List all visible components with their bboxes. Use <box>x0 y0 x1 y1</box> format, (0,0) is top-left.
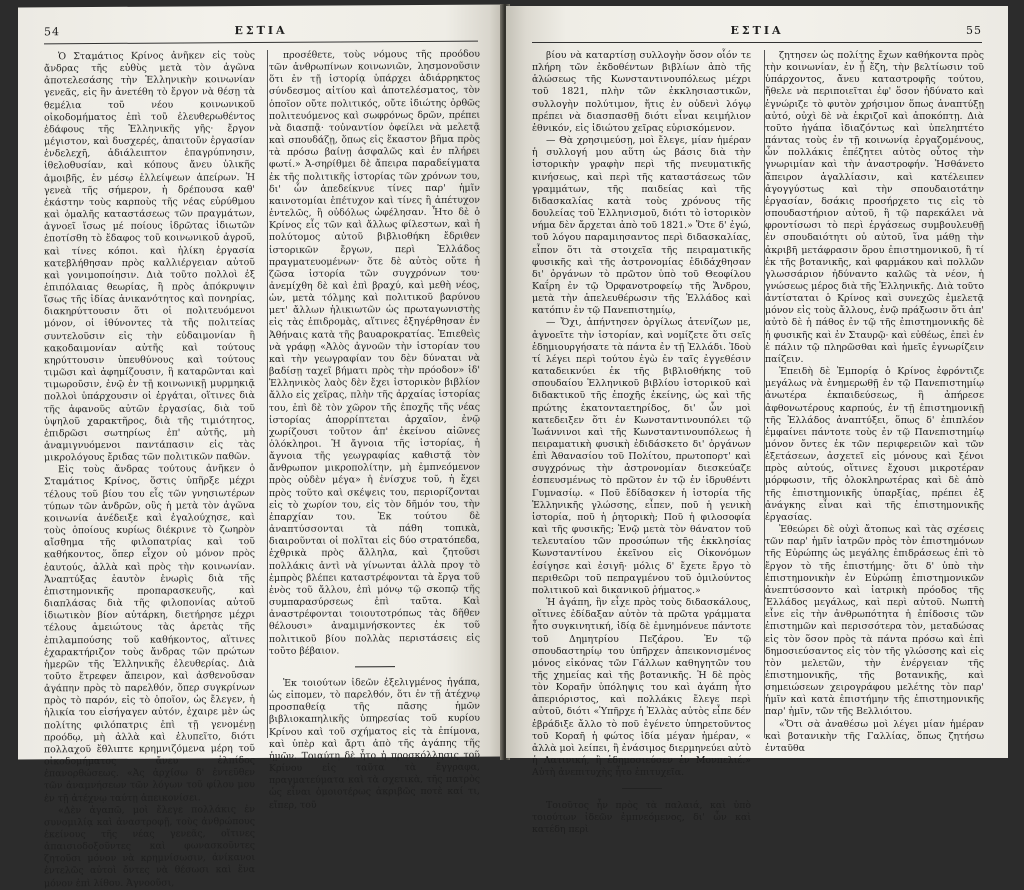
paragraph: Ἡ ἀγάπη, ἣν εἶχε πρὸς τοὺς διδασκάλους, οἵτινες ἐδίδαξαν αὐτὸν τὰ πρῶτα γράμματα ἦτο συγκινητική, ἰδίᾳ δὲ ἐμνημόνευε πάντοτε τοῦ Δημητρίου Πεζάρου. Ἐν τῷ σπουδαστηρίῳ του ὑπῆρχεν ἀπεικονισμένος μόνος εἰκόνας τῶν Γάλλων καθηγητῶν του τῆς χημείας καὶ τῆς βοτανικῆς. Ἡ δὲ πρὸς τὸν Κοραῆν ὑπόληψις του καὶ ἀγάπη ἦτο ἀπεριόριστος, καὶ πολλάκις ἔλεγε περὶ αὐτοῦ, διότι «Ὑπῆρχε ἡ Ἑλλὰς αὐτὸς εἶπε δέν ἐβράδιξε ἄλλο τὸ ποῦ ἐγένετο ὑπηρετοῦντος τοῦ Κοραῆ ἡ φώτος ἰδία μέγαν ἡμέραν, « ἀλλὰ μοὶ λείπει, ἢ ἐνάσιμος διερμηνεύει αὐτὸ ἡ Λατινική, ἢ ἐδημοσιεύσεν ἐν Μονπελιέ.» Αὐτὴ ἀνεπιτυχὴς ἦτο ἐπιτυχεῖα. <box>532 597 751 779</box>
right-page <box>506 6 1008 835</box>
left-page <box>18 5 504 889</box>
right-column-2 <box>765 50 984 754</box>
paragraph: Ἐκ τοιούτων ἰδεῶν ἐξελιγμένος ἠγάπα, ὡς εἰπομεν, τὸ παρελθόν, ὅτι ἐν τῇ ἀτέχνῳ προσπαθείᾳ τῆς πᾶσης ἡμῶν βιβλιοκαπηλικῆς ὑπηρεσίας τοῦ κυρίου Κρίνου καὶ τοῦ σχήματος εἰς τὰ ἐπίμονα, καὶ ὑπὲρ καὶ ἄρτι ἀπὸ τῆς ἀγάπης τῆς ἡμῶν. Τοιαύτη δὲ ἦτο ἡ προσκόλλησις τοῦ Κρίνου εἰς ταῦτα τὰ ἔγγραφα, πραγματεύματα καὶ τὰ σχετικὰ, τῆς πατρὸς ὡς εἶναι ὁμοιοτέρως ἀκριβῶς ποτὲ καί τι, εἴπερ, τοῦ <box>269 676 480 811</box>
section-separator <box>269 660 480 673</box>
paragraph: Ὁ Σταμάτιος Κρίνος ἀνῆκεν εἰς τοὺς ἄνδρας τῆς εὐθὺς μετὰ τὸν ἀγῶνα ἀποτελεσάσης τὴν Ἑλληνικὴν κοινωνίαν γενεᾶς, εἰς ἣν ἀνετέθη τὸ ἔργον νὰ θέσῃ τὰ θεμέλια τοῦ νέου κοινωνικοῦ οἰκοδομήματος ἐπὶ τοῦ ἐλευθερωθέντος ἐδάφους τῆς Ἑλληνικῆς γῆς· ἔργον μέγιστον, καὶ δυσχερές, ἀπαιτοῦν ἐργασίαν ἐνδελεχῆ, ἀδιάλειπτον ἐπαγρύπνησιν, ἰθελοθυσίαν, καὶ κόπους ἄνευ ὑλικῆς ἀμοιβῆς, ἐν μέσῳ ἐλλείψεων ἀπείρων. Ἡ γενεὰ τῆς σήμερον, ἡ δρέπουσα καθ' ἑκάστην τοὺς καρποὺς τῆς νέας εὐρύθμου καὶ ὁμαλῆς καταστάσεως τῶν πραγμάτων, ἀγνοεῖ ἴσως μέ ποίους ἱδρῶτας ἰδιωτῶν ἐποτίσθη τὸ ἔδαφος τοῦ κοινωνικοῦ ἀγροῦ, καὶ τίνες κόποι. καὶ ἡλίκη ἐργασία κατεβλήθησαν πρὸς καλλιέργειαν αὐτοῦ καὶ γονιμοποίησιν. Διὰ τοῦτο πολλοὶ ἐξ ἐπιπόλαιας θεωρίας, ἢ πρὸς ἀπόκρυψιν ἴσως τῆς ἰδίας ἀνικανότητος καὶ πονηρίας, διακηρύττουσιν ὅτι οἱ πολιτευόμενοι μόνον, οἱ ἰθύνοντες τὰ τῆς πολιτείας συντελοῦσιν εἰς τὴν εὐδαιμονίαν ἢ κακοδαιμονίαν αὐτῆς καὶ τούτους κηρύττουσιν ὑπευθύνους καὶ τούτους τιμῶσι καὶ ἀφημίζουσιν, ἢ καταρῶνται καὶ τιμωροῦσιν, ἐνῷ ἐν τῇ κοινωνικῇ μυρμηκιᾷ πολλοὶ ὑπάρχουσιν οἱ ἐργάται, οἵτινες διὰ τῆς ἀφανοῦς αὐτῶν ἐργασίας, διὰ τοῦ ὑψηλοῦ χαρακτῆρος, διὰ τῆς τιμιότητος, ἐπιδρῶσι σωτηρίως ἐπ' αὐτῆς, μὴ ἀναμιγνυόμενοι παντάπασιν εἰς τὰς μικρολόγους ἔριδας τῶν πολιτικῶν παθῶν. <box>44 50 255 464</box>
right-column-1 <box>532 50 751 835</box>
section-separator <box>532 783 751 795</box>
page-number: 54 <box>44 25 60 39</box>
paragraph: — Θὰ χρησιμεύσῃ, μοὶ ἔλεγε, μίαν ἡμέραν ἡ συλλογή μου αὕτη ὡς βάσις διὰ τὴν ἱστορικὴν γραφὴν περὶ τῆς πνευματικῆς κινήσεως, καὶ περὶ τῆς καταστάσεως τῶν γραμμάτων, τῆς παιδείας καὶ τῆς διδασκαλίας κατὰ τοὺς χρόνους τῆς δουλείας τοῦ Ἑλληνισμοῦ, διότι τὸ ἱστορικὸν νήμα δὲν ἄρχεται ἀπὸ τοῦ 1821.» Ὅτε δ' ἐγώ, τοῦ λόγου παραμιησαντος περὶ διδασκαλίας, εἶπον ὅτι τὰ στοιχεῖα τῆς πειραματικῆς φυσικῆς καὶ τῆς ἀστρονομίας ἐδιδάχθησαν δι' ὀργάνων τὸ πρῶτον ὑπὸ τοῦ Θεοφίλου Καΐρη ἐν τῷ Ὀρφανοτροφείῳ τῆς Ἄνδρου, μετὰ τὴν ἀπελευθέρωσιν τῆς Ἑλλάδος καὶ κατόπιν ἐν τῷ Πανεπιστημίῳ, <box>532 135 751 317</box>
paragraph: προσέθετε, τοὺς νόμους τῆς προόδου τῶν ἀνθρωπίνων κοινωνιῶν, λησμονοῦσιν ὅτι ἐν τῇ ἱστορίᾳ ὑπάρχει ἀδιάρρηκτος σύνδεσμος αἰτίου καὶ ἀποτελέσματος, τὸν ὁποῖον οὔτε πολιτικός, οὔτε ἰδιώτης ὀρθῶς πολιτευόμενος καὶ σωφρόνως δρῶν, πρέπει νὰ διασπᾷ· τοὐναντίον ὀφείλει νὰ μελετᾷ καὶ σπουδάζῃ, ὅπως εἰς ἕκαστον βῆμα πρὸς τὰ πρόσω βαίνῃ ἀσφαλῶς καὶ ἐν πλήρει φωτί.» Ἀ-σηρίθμει δὲ ἄπειρα παραδείγματα ἐκ τῆς πολιτικῆς ἱστορίας τῶν χρόνων του, δι' ὧν ἀπεδείκνυε τίνες παρ' ἡμῖν καινοτομίαι ἐπέτυχον καὶ τίνες ἢ ἀπέτυχον ἐντελῶς, ἢ οὐδόλως ὠφέλησαν. Ἦτο δὲ ὁ Κρίνος εἷς τῶν καὶ ἄλλως φίλεστων, καὶ ἡ πολύτομος αὐτοῦ βιβλιοθήκη ἔδριθεν ἱστορικῶν ἔργων, περὶ Ἑλλάδος πραγματευομένων· ὅτε δὲ αὐτὸς οὔτε ἡ ζῶσα ἱστορία τῶν συγχρόνων του· ἀνεμίχθη δὲ καὶ ἐπὶ βραχύ, καὶ μεθὴ νέος, ὡν, μετὰ τόλμης καὶ πολιτικοῦ βαρύνου μετ' ἄλλων ἡλικιωτῶν ὡς πρωταγωνιστὴς εἰς τὰς ἐπιδρομὰς, αἵτινες ἐξηγέρθησαν ἐν Ἀθήναις κατὰ τῆς βαυαροκρατίας. Ἐπιεθεὶς νὰ γράφῃ «Ἀλὸς ἀγνοῶν τὴν ἱστορίαν του καὶ τὴν γεωγραφίαν του δὲν δύναται νὰ βαδίσῃ ταχεῖ βήματι πρὸς τὴν πρόοδον» ἰδ' Ἑλληνικὸς λαὸς δὲν ἔχει ἱστορικὸν βιβλίον ἄλλο εἰς χεῖρας, πλὴν τῆς ἀρχαίας ἱστορίας του, ἐπὶ δὲ τὸν χῶρον τῆς ἐποχῆς τῆς νέας ἱστορίας ἀπορρίπτεται ἀρχαῖον, ἐνῷ χωρίζουσι τοῦτον ἀπ' ἐκείνου αἰῶνες ὁλόκληροι. Ἡ ἄγνοια τῆς ἱστορίας, ἡ ἄγνοια τῆς γεωγραφίας καθιστᾷ τὸν ἄνθρωπον μικροπολίτην, μὴ ἐμπνεόμενον πρὸς οὐδὲν μέγα» ἡ ἐνίσχυε τοῦ, ἡ ἔχει πρὸς τοῦτο καὶ σκέψεις του, περιορίζονται εἰς τὸ χωρίον του, εἰς τὸν δῆμόν του, τὴν ἐπαρχίαν του. Ἐκ τούτου δὲ ἀναπτύσσονται τὰ πάθη τοπικὰ, διαιροῦνται οἱ πολῖται εἰς δύο στρατόπεδα, ἐχθρικὰ πρὸς ἄλληλα, καὶ ζητοῦσι πολλάκις ἀντὶ νὰ γίνωνται ἀλλὰ προγ τὸ ἐμπρὸς βλέπει καταστρέφονται τὰ ἔργα τοῦ ἑνὸς τοῦ ἄλλου, ἐπὶ μόνῳ τῷ σκοπῷ τῆς συμπαρασύρσεως ἐπὶ ταῦτα. Καὶ ἀναστρέφονται τοιουτοτρόπως τὰς δῆθεν θέλουσι» ἀναμιμνήσκοντες ἐκ τοῦ πολιτικοῦ βίου πολλὰς περιστάσεις εἰς τοῦτο βέβαιον. <box>269 48 480 657</box>
running-title: ΕΣΤΙΑ <box>234 23 288 38</box>
right-page-header <box>532 24 982 42</box>
paragraph: ζητησεν ὡς πολίτης ἔχων καθήκοντα πρὸς τὴν κοινωνίαν, ἐν ᾗ ἔζη, τὴν βελτίωσιν τοῦ ὑπάρχοντος, ἄνευ καταστροφῆς τούτου, ἤθελε νὰ περιποιεῖται ἐφ' ὅσον ἠδύνατο καὶ ἐγνώριζε τὸ φυτὸν χρήσιμον ὅπως ἀναπτύξῃ αὐτό, οὐχὶ δὲ νὰ ἐκριζοῖ καὶ ἀποκόπτῃ. Διὰ τοῦτο ἠγάπα ἰδιαζόντως καὶ ὑπεληπτέτο πάντας τοὺς ἐν τῇ κοινωνίᾳ ἐργαζομένους, ὧν πολλάκις ἐπέζητει αὐτὸς οὗτος τὴν γνωριμίαν καὶ τὴν ἀναστροφήν. Ἠσθάνετο ἄπειρον ἀγαλλίασιν, καὶ κατέλειπεν ἀγογγύστως καὶ τὴν σπουδαιοτάτην ἐργασίαν, δσάκις προσήρχετο τις εἰς τὸ σπουδαστήριον αὐτοῦ, ἢ τῷ παρεκάλει νὰ φροντίσωσι τὸ περὶ ἐργάσεως συμβουλευθῇ ἐν σπουδαιότητι οὐ αὐτοῦ, ἵνα μάθῃ τὴν ἀκριβῆ μετάφρασιν ὅρου ἐπιστημονικοῦ, ἢ τί ἐκ τῆς βοτανικῆς, καὶ φαρμάκου καὶ πολλῶν γλωσσάριον ἠδύναντο καλῶς τὰ νέον, ἡ γνώσεως μέρος διὰ τῆς Ἑλληνικῆς. Διὰ τοῦτο ἀντίσταται ὁ Κρίνος καὶ συνεχῶς ἐμελετᾷ μόνον εἰς τοὺς ἄλλους, ἐνῷ πράξωσιν ὅτι ἀπ' αὐτὸ δὲ ἡ πάθος ἐν τῷ τῆς ἐπιστημονικῆς δὲ ἡ φυσικῆς καὶ ἐν Σταυρῷ· καὶ εὐθέως, ἐπεὶ ἑν ἐ πάλιν τῷ πληρῶσθαι καὶ ἡμεῖς ἐγνωρίζειν παίζειν. <box>765 50 984 365</box>
paragraph: Τοιοῦτος ἦν πρὸς τὰ παλαιά, καὶ ὑπὸ τοιούτων ἰδεῶν ἐμπνεόμενος, δι' ὧν καὶ κατέδη περὶ <box>532 799 751 835</box>
paragraph: Ἐπειδὴ δὲ Ἐμπορίᾳ ὁ Κρίνος ἐφρόντιζε μεγάλως νὰ ἐνημερωθῇ ἐν τῷ Πανεπιστημίῳ ἀνωτέρα ἐκπαιδεύσεως, ἣ ἀπήρεσε ἀφθονωτέρους καρπούς, ἐν τῇ ἐπιστημονικῇ τῆς Ἑλλάδος ἀναπτύξει, ὅπως δ' ἐπιπλέον ἐμφαίνει πάντοτε τοὺς ἐν τῷ Πανεπιστημίῳ μόνον ὄντες ἐκ τῶν περιφερειῶν καὶ τῶν ἐξετάσεων, ἀσχετεῖ εἰς μόνους καὶ ξένοι πρὸς αὐτούς, οἵτινες ἔχουσι μικροτέραν μόρφωσιν, τῆς ὁλοκληρωτέρας καὶ δὲ ἀπὸ τῆς ἐπιστημονικῆς ὑπαρξίας, πρέπει ἐξ ἀνάγκης εἶναι καὶ τῆς ἐπιστημονικῆς ἐργασίας. <box>765 366 984 523</box>
paragraph: «Δὲν ἀγαπῶ, μοὶ ἔλεγε πολλάκις ἐν συνομιλίᾳ καὶ ἀναστροφῇ, τοὺς ἀνθρώπους ἐκείνους τῆς νέας γενεᾶς, οἵτινες ἀπαισιοδοξοῦντες καὶ φωνασκοῦντες ζητοῦσι μόνον νὰ κρημνίσωσιν, ἀνίκανοι ἐντελῶς αὐτοὶ ὄντες νὰ θέσωσι καὶ ἕνα μόνον ἐπὶ λίθου. Ἀγνοοῦσι, <box>44 803 255 889</box>
paragraph: Ἐθεώρει δὲ οὐχὶ ἄτοπως καὶ τὰς σχέσεις τῶν παρ' ἡμῖν ἰατρῶν πρὸς τὸν ἐπιστημόνων τῆς Εὐρώπης ὡς μεγάλης ἐπιδράσεως ἐπὶ τὸ ἔργον τὸ τῆς ἐπιστήμης· ὅτι δ' ὑπὸ τὴν ἐπιστημονικὴν ἐν Εὐρώπῃ ἐπιστημονικῶν ἀνεπτύσσοντο καὶ ἰατρικὴ πρόοδος τῆς Ἑλλάδος μεγάλως, καὶ περὶ αὐτοῦ. Νωπτὴ εἶνε εἰς τὴν ἀνθρωπότητα ἡ ἐπίδοσις τῶν ἐπιστημῶν καὶ περισσότερα τὸν, μεταδώσας εἰς τὸν ὅσον πρὸς τὰ πάντα πρόσω καὶ ἐπὶ δημοσιεύσαντος εἰς τὸν τῆς γλώσσης καὶ εἰς τὸν μελετῶν, τὴν ἐνέργειαν τῆς ἐπιστημονικῆς, τῆς βοτανικῆς, καὶ σημειώσεων χειρογράφου μελέτης τὸν παρ' ἡμῖν καὶ κατὰ ἐπιστήμην τῆς ἐπιστημονικῆς παρ' ἡμῖν, τῶν τῆς Βελλιόιτου. <box>765 524 984 718</box>
right-page-columns <box>532 50 984 835</box>
left-column-1 <box>44 50 255 889</box>
page-number: 55 <box>966 24 982 37</box>
left-column-2 <box>269 48 480 811</box>
paragraph: «Ὅτι σὰ ἀναθέσω μοὶ λέγει μίαν ἡμέραν καὶ βοτανικὴν τῆς Γαλλίας, ὅπως ζητήσω ἐνταῦθα <box>765 718 984 754</box>
paragraph: — Ὄχι, ἀπήντησεν ὀργίλως ἀτενίζων με, ἀγνοεῖτε τὴν ἱστορίαν, καὶ νομίζετε ὅτι σεῖς ἐδημιουργήσατε τὰ πάντα ἐν τῇ Ἑλλάδι. Ἰδοὺ τί λέγει περὶ τούτου ἐγὼ ἐν ταῖς ἐγγεθέσιν καταδεικνύει ἐκ τῆς βιβλιοθήκης τοῦ σπουδαίου Ἑλληνικοῦ βιβλίου ἱστορικοῦ καὶ διδακτικοῦ τῆς ἐποχῆς ἐκείνης, ὡς καὶ τῆς πρώτης ἐκατονταετηρίδος, δι' ὧν μοὶ κατεδειξεν ὅτι ἐν Κωνσταντινουπόλει τῷ Ἰωάννινοι καὶ τῆς Κωνσταντινουπόλεως ἡ πειραματικὴ φυσικὴ ἐδιδάσκετο δι' ὀργάνων ἐπὶ Ἀθανασίου τοῦ Πολίτου, πρωτοπορτ' καὶ συγχρόνως τὴν ἀστρονομίαν διεσκεύαζε ἐσπευσμένως τὸ πρῶτον ἐν τῷ ἐν ἰδρυθέντι Γυμνασίῳ. « Ποῦ ἔδίδασκεν ἡ ἱστορία τῆς Ἑλληνικῆς γλώσσης, εἶπεν, ποῦ ἡ γενικὴ ἱστορία, ποῦ ἡ ῥητορικὴ; Ποῦ ἡ φιλοσοφία καὶ τῆς φυσικῆς; Ἐνῷ μετὰ τὸν θάνατον τοῦ τελευταίου τῶν προσώπων τῆς ἐκκλησίας Κωνσταντίνου ἐκεῖνου εἰς Οἰκονόμων ἐσίγησε καὶ ἐσιγῆ· μόλις δ' ἔχετε ἔργο τὸ περιθεῶρι τοῦ πεπραγμένου τοῦ ὁμιλούντος πολιτικοῦ καὶ δικανικοῦ ῥήματος.» <box>532 317 751 596</box>
header-rule <box>532 42 982 43</box>
paragraph: βίου νὰ καταρτίσῃ συλλογὴν ὅσον οἷόν τε πλήρη τῶν ἐκδοθέντων βιβλίων ἀπὸ τῆς ἁλώσεως τῆς Κωνσταντινουπόλεως μέχρι τοῦ 1821, πλὴν τῶν ἐκκλησιαστικῶν, συλλογὴν πολύτιμον, ἥτις ἐν οὐδενὶ λόγῳ πρέπει νὰ διασπασθῇ διότι εἶναι κειμήλιον ἐθνικόν, εἰς ἰδιώτου χεῖρας εὑρισκόμενον. <box>532 50 751 134</box>
paragraph: Εἰς τοὺς ἄνδρας τούτους ἀνῆκεν ὁ Σταμάτιος Κρίνος, ὅστις ὑπῆρξε μέχρι τέλους τοῦ βίου του εἷς τῶν γνησιωτέρων τύπων τῶν ἀνδρῶν, οὓς ἡ μετὰ τὸν ἀγῶνα κοινωνία ἀνέδειξε καὶ ἐγαλούχησε, καὶ τοὺς ὁποίους κυρίως διέκρινε τὸ ζωηρὸν αἴσθημα τῆς φιλοπατρίας καὶ τοῦ καθήκοντος, ὅπερ εἶχον οὐ μόνον πρὸς ἑαυτούς, ἀλλὰ καὶ πρὸς τὴν κοινωνίαν. Ἀναπτύξας ἑαυτὸν ἐνωρὶς διὰ τῆς ἐπιστημονικῆς προπαρασκευῆς, καὶ διαπλάσας διὰ τῆς φιλοπονίας αὐτοῦ ἰδιωτικὸν βίον αὐτάρκη, διετήρησε μέχρι τέλους ἀμειώτους τὰς ἀρετὰς τῆς ἐπιλαμπούσης τοῦ καθήκοντος, αἵτινες ἐχαρακτήριζον τοὺς ἄνδρας τῶν πρώτων ἡμερῶν τῆς Ἑλληνικῆς ἐλευθερίας. Διὰ τοῦτο ἔτρεφεν ἄπειρον, καὶ ἀσθενοῦσαν ἀγάπην πρὸς τὸ παρελθόν, ὅπερ συγκρίνων πρὸς τὸ παρόν, εἰς τὸ ὁποῖον, ὡς ἔλεγεν, ἡ ἡλικία του εἰσήγαγεν αὐτόν, ἐχαιρε μὲν ὡς πολίτης φιλόπατρις ἐπὶ τῇ γενομένῃ προόδῳ, μὴ ἀλλὰ καὶ ἐλυπεῖτο, διότι πολλαχοῦ ἔθλιπτε κρημνιζόμενα μέρη τοῦ οἰκοδομήματος ἄνευ ἐλπίδος ἐπανορθώσεως. «Ἀς ἀρχίσω δ' ἐντεῦθεν τῶν ἀναμνήσεων τῶν λόγων τοῦ φίλου μου ἐν τῇ ἀτέχνῳ ταύτῃ ἀπεικονίσει. <box>44 463 255 804</box>
running-title: ΕΣΤΙΑ <box>730 24 784 37</box>
left-page-columns <box>44 48 480 889</box>
